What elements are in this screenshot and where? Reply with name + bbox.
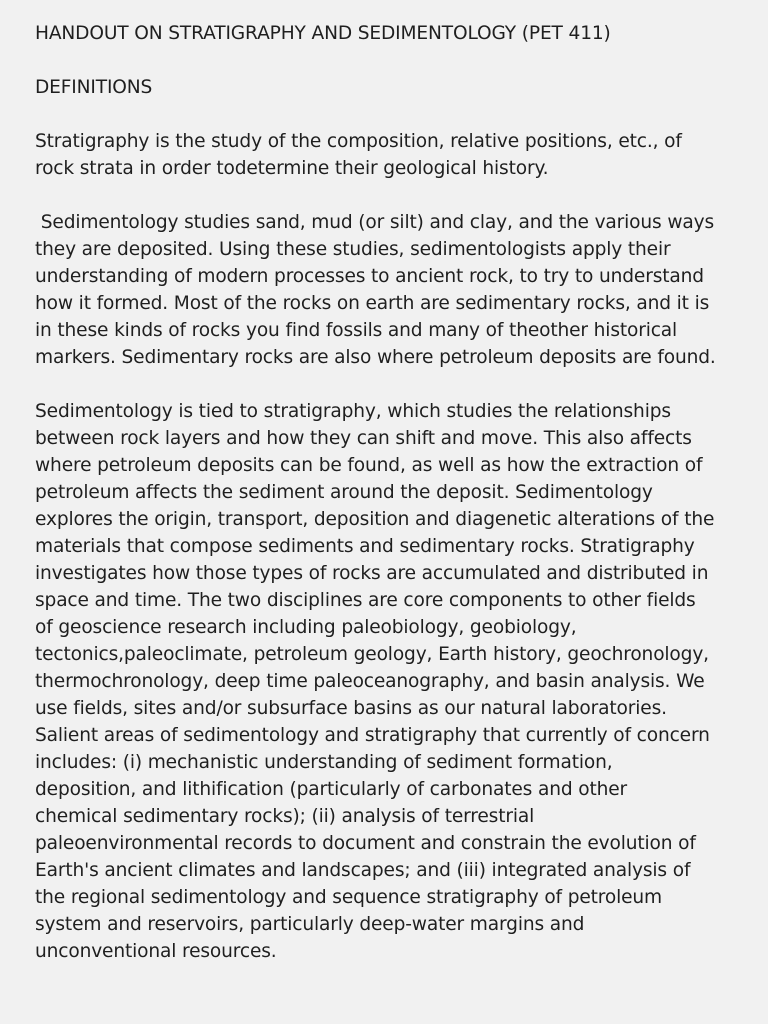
paragraph-line: rock strata in order todetermine their geological history. xyxy=(35,158,549,179)
paragraph-line: in these kinds of rocks you find fossils and many of theother historical xyxy=(35,320,678,341)
section-heading: DEFINITIONS xyxy=(35,77,153,98)
paragraph-line: understanding of modern processes to ancient rock, to try to understand xyxy=(35,266,704,287)
paragraph-line: explores the origin, transport, deposition and diagenetic alterations of the xyxy=(35,509,715,530)
paragraph-line: system and reservoirs, particularly deep-water margins and xyxy=(35,914,585,935)
paragraph-line: of geoscience research including paleobiology, geobiology, xyxy=(35,617,577,638)
paragraph-stratigraphy xyxy=(35,128,734,182)
paragraph-line: markers. Sedimentary rocks are also where petroleum deposits are found. xyxy=(35,347,716,368)
paragraph-relationships xyxy=(35,398,734,965)
paragraph-line: Stratigraphy is the study of the composition, relative positions, etc., of xyxy=(35,131,682,152)
paragraph-line: the regional sedimentology and sequence stratigraphy of petroleum xyxy=(35,887,663,908)
paragraph-line: chemical sedimentary rocks); (ii) analysis of terrestrial xyxy=(35,806,535,827)
paragraph-line: unconventional resources. xyxy=(35,941,277,962)
paragraph-line: use fields, sites and/or subsurface basins as our natural laboratories. xyxy=(35,698,667,719)
paragraph-line: Earth's ancient climates and landscapes; and (iii) integrated analysis of xyxy=(35,860,691,881)
paragraph-line: deposition, and lithification (particularly of carbonates and other xyxy=(35,779,628,800)
paragraph-line: how it formed. Most of the rocks on earth are sedimentary rocks, and it is xyxy=(35,293,710,314)
paragraph-line: Sedimentology is tied to stratigraphy, which studies the relationships xyxy=(35,401,671,422)
paragraph-line: they are deposited. Using these studies, sedimentologists apply their xyxy=(35,239,671,260)
paragraph-line: petroleum affects the sediment around the deposit. Sedimentology xyxy=(35,482,653,503)
paragraph-line: Salient areas of sedimentology and stratigraphy that currently of concern xyxy=(35,725,710,746)
paragraph-line: thermochronology, deep time paleoceanography, and basin analysis. We xyxy=(35,671,705,692)
paragraph-line: paleoenvironmental records to document and constrain the evolution of xyxy=(35,833,696,854)
paragraph-sedimentology xyxy=(35,209,734,371)
paragraph-line: includes: (i) mechanistic understanding of sediment formation, xyxy=(35,752,613,773)
document-title: HANDOUT ON STRATIGRAPHY AND SEDIMENTOLOGY (PET 411) xyxy=(35,23,611,44)
paragraph-line: investigates how those types of rocks are accumulated and distributed in xyxy=(35,563,709,584)
paragraph-line: space and time. The two disciplines are core components to other fields xyxy=(35,590,696,611)
paragraph-line: materials that compose sediments and sedimentary rocks. Stratigraphy xyxy=(35,536,695,557)
paragraph-line: Sedimentology studies sand, mud (or silt) and clay, and the various ways xyxy=(35,212,715,233)
paragraph-line: between rock layers and how they can shift and move. This also affects xyxy=(35,428,692,449)
paragraph-line: tectonics,paleoclimate, petroleum geology, Earth history, geochronology, xyxy=(35,644,709,665)
paragraph-line: where petroleum deposits can be found, as well as how the extraction of xyxy=(35,455,703,476)
